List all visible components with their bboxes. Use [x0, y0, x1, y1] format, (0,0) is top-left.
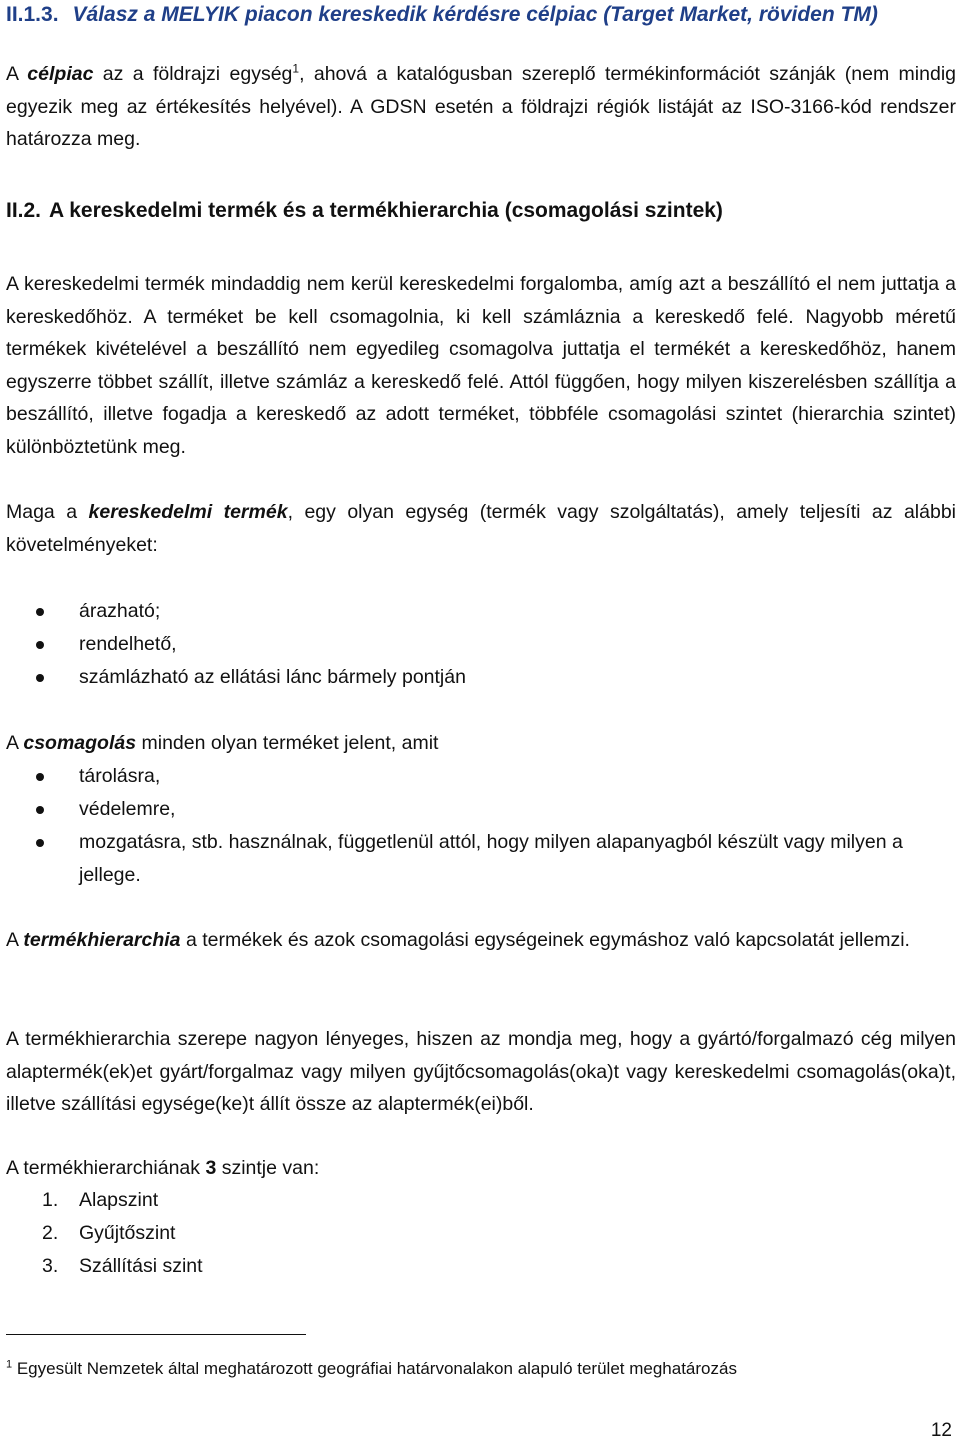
bullet-icon	[36, 773, 44, 781]
list-item: 2. Gyűjtőszint	[42, 1222, 176, 1244]
bullet-icon	[36, 608, 44, 616]
section-heading-1	[6, 2, 956, 28]
paragraph-target-market: A célpiac az a földrajzi egység$^1$, ahová a katalógusban szereplő termékinformációt szánják (nem mindig egyezik meg az értékesítés helyével). A GDSN esetén a földrajzi régiók listáját az ISO-3166-kód rendszer határozza meg.	[6, 61, 956, 150]
bullet-icon	[36, 641, 44, 649]
section-heading-2	[6, 196, 956, 226]
levels-list	[6, 1184, 956, 1283]
term-termekhierarchia: termékhierarchia	[23, 929, 181, 951]
bullet-icon	[36, 674, 44, 682]
term-csomagolas: csomagolás	[23, 732, 137, 754]
list-item: árazható;	[6, 595, 956, 628]
heading-title: Válasz a MELYIK piacon kereskedik kérdésre célpiac (Target Market, röviden TM)	[72, 3, 878, 26]
paragraph-trade-item-intro: A kereskedelmi termék mindaddig nem kerül kereskedelmi forgalomba, amíg azt a beszállító el nem juttatja a kereskedőhöz. A terméket be kell csomagolnia, ki kell számláznia a kereskedő felé. Nagyobb méretű termékek kivételével a beszállító nem egyedileg csomagolva juttatja el termékét a kereskedőhöz, hanem egyszerre többet szállít, illetve számláz a kereskedő felé. Attól függően, hogy milyen kiszerelésben szállítja a beszállító, illetve fogadja a kereskedő az adott terméket, többféle csomagolási szintet (hierarchia szintet) különböztetünk meg.	[6, 273, 956, 458]
list-item: 3. Szállítási szint	[42, 1255, 203, 1277]
paragraph-product-hierarchy: A termékhierarchia a termékek és azok csomagolási egységeinek egymáshoz való kapcsolatát jellemzi.	[6, 929, 910, 951]
term-celpiac: célpiac	[27, 63, 94, 85]
list-item: rendelhető,	[6, 628, 956, 661]
list-item: tárolásra,	[6, 760, 956, 793]
list-item: számlázható az ellátási lánc bármely pontján	[6, 661, 956, 694]
paragraph-packaging: A csomagolás minden olyan terméket jelent, amit	[6, 732, 439, 754]
heading-number: II.2.	[6, 199, 42, 222]
packaging-uses-list	[6, 760, 956, 892]
paragraph-hierarchy-role: A termékhierarchia szerepe nagyon lényeges, hiszen az mondja meg, hogy a gyártó/forgalmazó cég milyen alaptermék(ek)et gyárt/forgalmaz vagy milyen gyűjtőcsomagolás(oka)t vagy kereskedelmi csomagolás(oka)t, illetve szállítási egysége(ke)t állít össze az alaptermék(ei)ből.	[6, 1028, 956, 1115]
footnote: $^1$ Egyesült Nemzetek által meghatározott geográfiai határvonalakon alapuló terület meghatározás	[6, 1358, 737, 1378]
level-count: 3	[205, 1157, 217, 1179]
bullet-icon	[36, 806, 44, 814]
paragraph-trade-item-definition: Maga a kereskedelmi termék, egy olyan egység (termék vagy szolgáltatás), amely teljesíti az alábbi követelményeket:	[6, 501, 957, 556]
paragraph-hierarchy-levels: A termékhierarchiának 3 szintje van:	[6, 1157, 320, 1179]
footnote-divider	[6, 1334, 306, 1335]
list-item: védelemre,	[6, 793, 956, 826]
list-item: 1. Alapszint	[42, 1189, 159, 1211]
heading-title: A kereskedelmi termék és a termékhierarchia (csomagolási szintek)	[49, 199, 723, 222]
footnote-reference: 1	[292, 61, 300, 76]
term-kereskedelmi-termek: kereskedelmi termék	[88, 501, 288, 523]
list-item: mozgatásra, stb. használnak, függetlenül attól, hogy milyen alapanyagból készült vagy milyen a jellege.	[6, 826, 956, 892]
footnote-mark: 1	[6, 1358, 13, 1371]
page-number: 12	[930, 1420, 952, 1441]
bullet-icon	[36, 839, 44, 847]
requirements-list	[6, 595, 956, 694]
heading-number: II.1.3.	[6, 3, 59, 26]
